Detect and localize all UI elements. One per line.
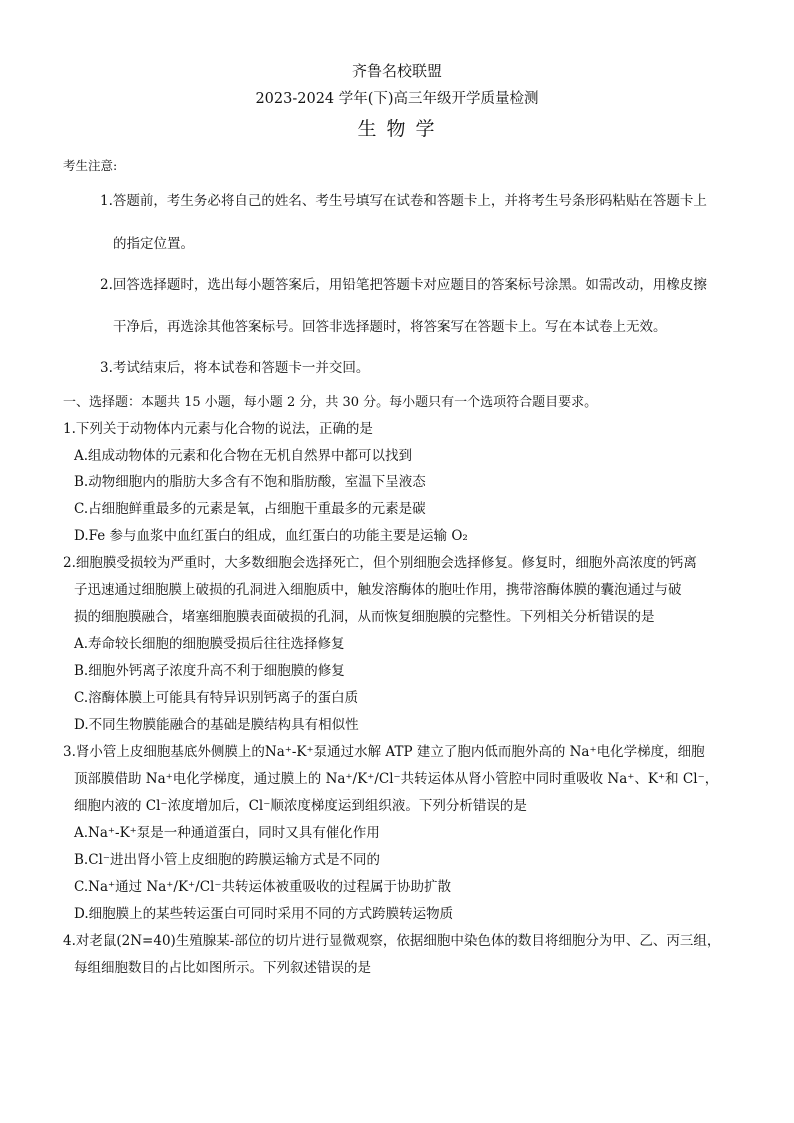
question-3-stem-line-3: 细胞内液的 Cl⁻浓度增加后，Cl⁻顺浓度梯度运到组织液。下列分析错误的是 xyxy=(74,798,527,814)
question-1-stem: 1.下列关于动物体内元素与化合物的说法，正确的是 xyxy=(63,421,373,437)
exam-title: 2023-2024 学年(下)高三年级开学质量检测 xyxy=(255,91,539,107)
question-3-option-b: B.Cl⁻进出肾小管上皮细胞的跨膜运输方式是不同的 xyxy=(74,852,380,868)
exam-org: 齐鲁名校联盟 xyxy=(351,62,442,80)
question-1-option-c: C.占细胞鲜重最多的元素是氧，占细胞干重最多的元素是碳 xyxy=(74,501,426,517)
question-3-stem-line-2: 顶部膜借助 Na⁺电化学梯度，通过膜上的 Na⁺/K⁺/Cl⁻共转运体从肾小管腔中同时重吸收 Na⁺、K⁺和 Cl⁻， xyxy=(74,771,719,787)
notice-title: 考生注意: xyxy=(63,158,118,173)
question-3-stem: 3.肾小管上皮细胞基底外侧膜上的Na⁺-K⁺泵通过水解 ATP 建立了胞内低而胞外高的 Na⁺电化学梯度，细胞 xyxy=(63,744,705,760)
question-2-stem-line-2: 子迅速通过细胞膜上破损的孔洞进入细胞质中，触发溶酶体的胞吐作用，携带溶酶体膜的囊泡通过与破 xyxy=(74,582,682,598)
question-1-option-b: B.动物细胞内的脂肪大多含有不饱和脂肪酸，室温下呈液态 xyxy=(74,474,426,490)
question-1-option-a: A.组成动物体的元素和化合物在无机自然界中都可以找到 xyxy=(74,448,413,464)
section-heading: 一、选择题：本题共 15 小题，每小题 2 分，共 30 分。每小题只有一个选项符合题目要求。 xyxy=(63,395,598,410)
subject-title: 生 物 学 xyxy=(357,118,437,140)
question-4-stem-line-2: 每组细胞数目的占比如图所示。下列叙述错误的是 xyxy=(74,960,371,976)
question-2-option-d: D.不同生物膜能融合的基础是膜结构具有相似性 xyxy=(74,717,359,733)
question-2-stem-line-3: 损的细胞膜融合，堵塞细胞膜表面破损的孔洞，从而恢复细胞膜的完整性。下列相关分析错误的是 xyxy=(74,609,655,625)
question-1-option-d: D.Fe 参与血浆中血红蛋白的组成，血红蛋白的功能主要是运输 O₂ xyxy=(74,528,468,544)
notice-item-1: 1.答题前，考生务必将自己的姓名、考生号填写在试卷和答题卡上，并将考生号条形码粘贴在答题卡上 xyxy=(100,193,707,209)
question-4-stem: 4.对老鼠(2N=40)生殖腺某-部位的切片进行显微观察，依据细胞中染色体的数目将细胞分为甲、乙、丙三组， xyxy=(63,933,721,949)
question-2-option-a: A.寿命较长细胞的细胞膜受损后往往选择修复 xyxy=(74,636,345,652)
question-3-option-c: C.Na⁺通过 Na⁺/K⁺/Cl⁻共转运体被重吸收的过程属于协助扩散 xyxy=(74,879,451,895)
question-3-option-a: A.Na⁺-K⁺泵是一种通道蛋白，同时又具有催化作用 xyxy=(74,825,380,841)
notice-item-1-cont: 的指定位置。 xyxy=(113,236,194,252)
notice-item-2-cont: 干净后，再选涂其他答案标号。回答非选择题时，将答案写在答题卡上。写在本试卷上无效。 xyxy=(113,319,667,335)
question-3-option-d: D.细胞膜上的某些转运蛋白可同时采用不同的方式跨膜转运物质 xyxy=(74,906,454,922)
question-2-option-b: B.细胞外钙离子浓度升高不利于细胞膜的修复 xyxy=(74,663,345,679)
question-2-stem: 2.细胞膜受损较为严重时，大多数细胞会选择死亡，但个别细胞会选择修复。修复时，细胞外高浓度的钙离 xyxy=(63,555,697,571)
notice-item-3: 3.考试结束后，将本试卷和答题卡一并交回。 xyxy=(100,360,370,376)
notice-item-2: 2.回答选择题时，选出每小题答案后，用铅笔把答题卡对应题目的答案标号涂黑。如需改动，用橡皮擦 xyxy=(100,277,707,293)
question-2-option-c: C.溶酶体膜上可能具有特异识别钙离子的蛋白质 xyxy=(74,690,359,706)
